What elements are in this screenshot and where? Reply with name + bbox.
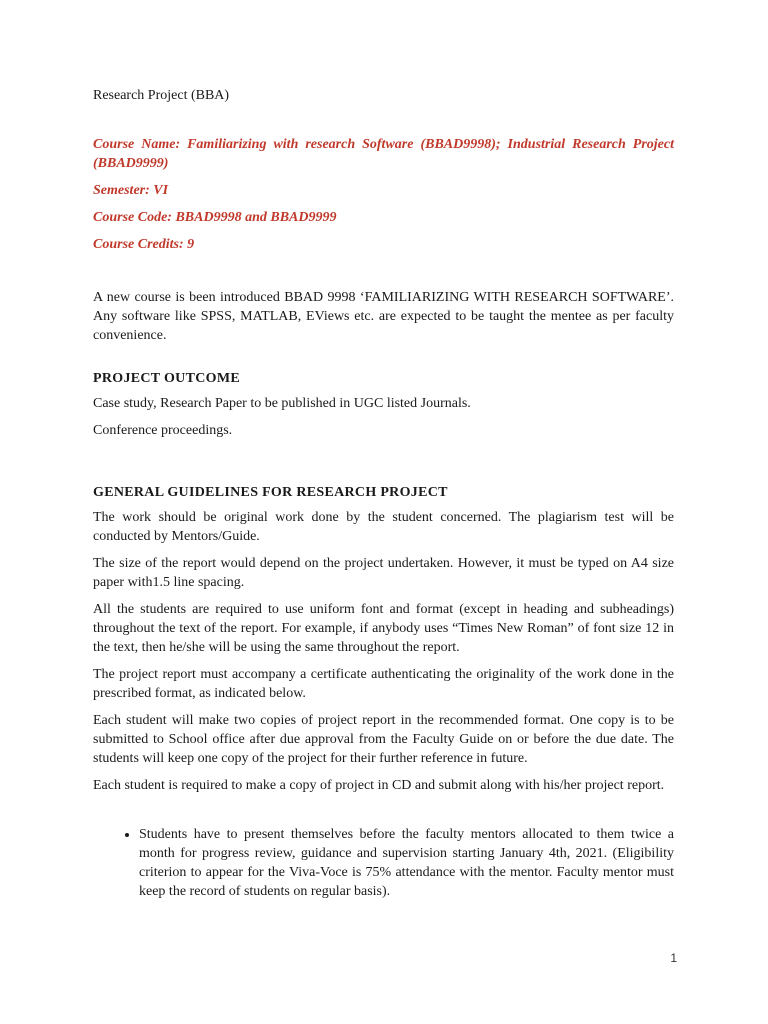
guideline-paragraph: The project report must accompany a certificate authenticating the originality of the work done in the prescribed format, as indicated below. bbox=[93, 667, 674, 701]
outcome-item: Case study, Research Paper to be published in UGC listed Journals. bbox=[93, 396, 471, 411]
guideline-paragraph: Each student is required to make a copy of project in CD and submit along with his/her project report. bbox=[93, 778, 665, 793]
project-outcome-heading: PROJECT OUTCOME bbox=[93, 371, 240, 386]
course-credits: Course Credits: 9 bbox=[93, 237, 195, 252]
page-number: 1 bbox=[670, 951, 677, 965]
document-title: Research Project (BBA) bbox=[93, 88, 230, 103]
outcome-item: Conference proceedings. bbox=[93, 423, 233, 438]
guideline-paragraph: Each student will make two copies of project report in the recommended format. One copy is to be submitted to School office after due approval from the Faculty Guide on or before the due date. The students will keep one copy of the project for their further reference in future. bbox=[93, 713, 674, 766]
guideline-bullet-list bbox=[93, 825, 674, 901]
semester: Semester: VI bbox=[93, 183, 169, 198]
course-name: Course Name: Familiarizing with research Software (BBAD9998); Industrial Research Project (BBAD9999) bbox=[93, 137, 674, 171]
guideline-paragraph: The size of the report would depend on the project undertaken. However, it must be typed on A4 size paper with1.5 line spacing. bbox=[93, 556, 674, 590]
guideline-bullet: • Students have to present themselves before the faculty mentors allocated to them twice a month for progress review, guidance and supervision starting January 4th, 2021. (Eligibility criterion to appear for the Viva-Voce is 75% attendance with the mentor. Faculty mentor must keep the record of students on regular basis). bbox=[139, 825, 674, 901]
intro-paragraph: A new course is been introduced BBAD 9998 ‘FAMILIARIZING WITH RESEARCH SOFTWARE’. Any software like SPSS, MATLAB, EViews etc. are expected to be taught the mentee as per faculty convenience. bbox=[93, 290, 674, 343]
general-guidelines-heading: GENERAL GUIDELINES FOR RESEARCH PROJECT bbox=[93, 485, 448, 500]
guideline-paragraph: The work should be original work done by the student concerned. The plagiarism test will be conducted by Mentors/Guide. bbox=[93, 510, 674, 544]
course-code: Course Code: BBAD9998 and BBAD9999 bbox=[93, 210, 337, 225]
document-body bbox=[93, 86, 674, 901]
guideline-paragraph: All the students are required to use uniform font and format (except in heading and subheadings) throughout the text of the report. For example, if anybody uses “Times New Roman” of font size 12 in the text, then he/she will be using the same throughout the report. bbox=[93, 602, 674, 655]
